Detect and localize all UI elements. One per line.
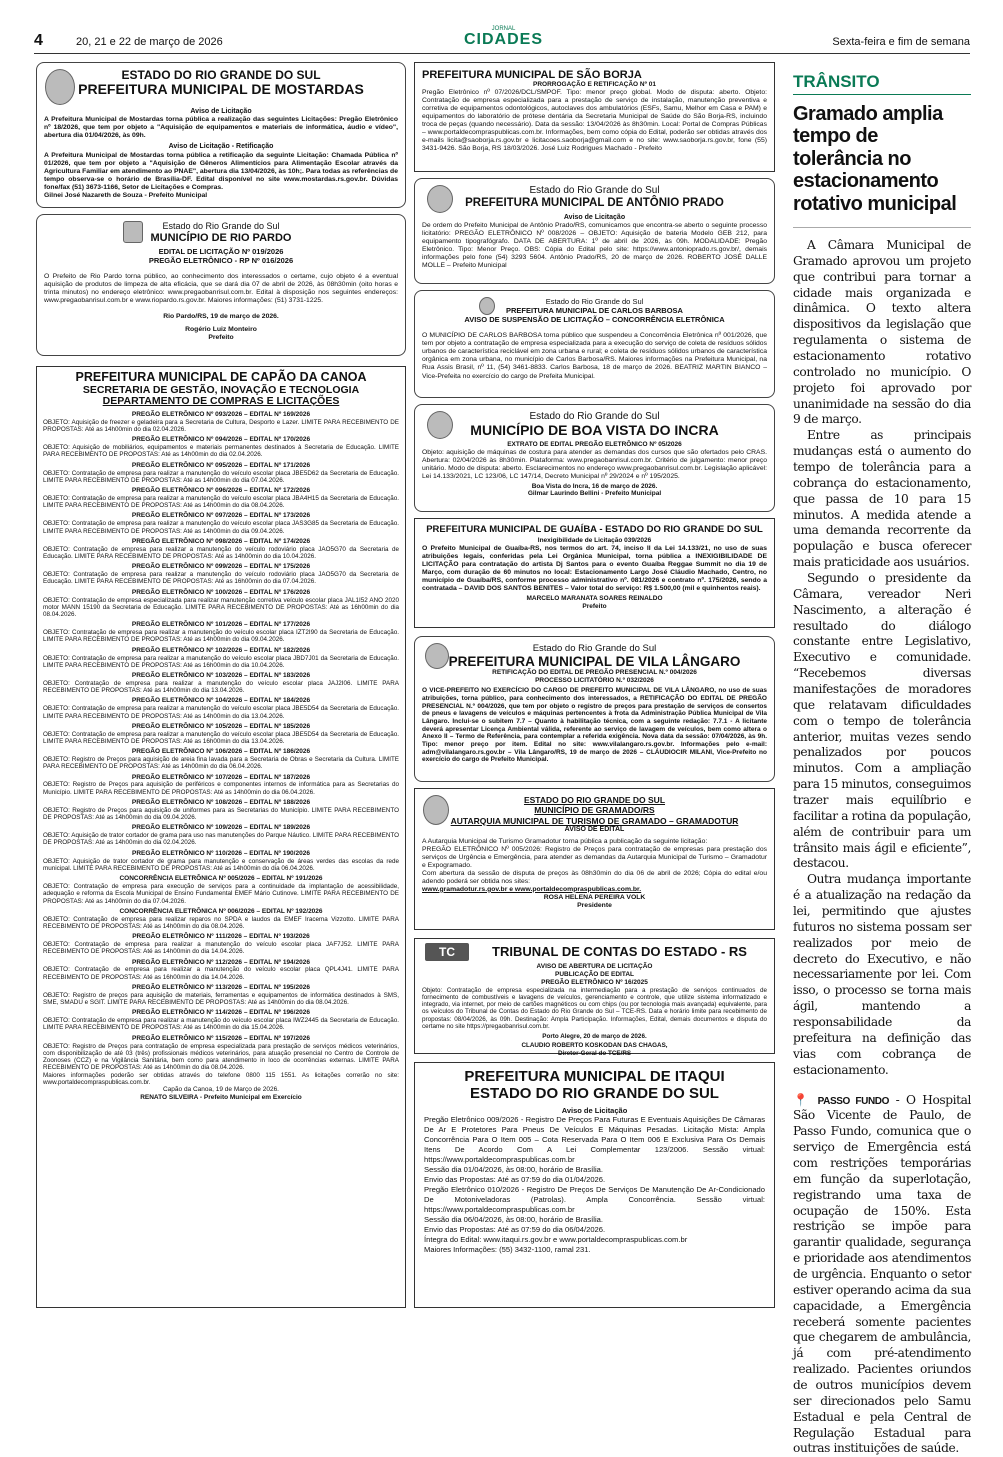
agency-title: PREFEITURA MUNICIPAL DE MOSTARDAS <box>44 82 398 97</box>
notice-body: Pregão Eletrônico nº 07/2026/DCL/SMPOF. Tipo: menor preço global. Modo de disputa: aberto. Objeto: Contratação de empresa especializada para a prestação de serviço de instalação, manutenção preventiva e corretiva de equipamentos odontológicos, autoclaves dos ambulatórios (ESFs, Samu, Melhor em Casa e PAM) e equipamentos do laboratório de prótese dentária da Secretaria Municipal de Saúde do São Borja-RS, incluindo troca de peças (quando necessário). Data da sessão: 13/04/2026 às 8h30min. Local: Portal de Compras Públicas – www.portaldecompraspublicas.com.br. Informações, bem como cópia do Edital, poderão ser obtidas através dos e-mails licita@saoborja.rs.gov.br e licitacoes.saoborja@gmail.com e no site: www.saoborja.rs.gov.br, fone (55) 3431-9426. São Borja, RS 18/03/2026. José Luiz Rodrigues Machado - Prefeito <box>422 89 767 153</box>
procurement-object: OBJETO: Contratação de empresa para realizar a manutenção do veículo escolar placa JAF7J52. LIMITE PARA RECEBIMENTO DE PROPOSTAS: Até as 14h00min do dia 14.04.2026. <box>43 941 399 955</box>
notice-gramado <box>414 788 775 930</box>
notice-date: Porto Alegre, 20 de março de 2026. <box>422 1033 767 1041</box>
procurement-heading: PREGÃO ELETRÔNICO Nº 100/2026 – EDITAL Nº 176/2026 <box>43 589 399 597</box>
notice-body: Sessão dia 01/04/2026, às 08:00, horário de Brasília. <box>424 1165 765 1175</box>
edition-date: 20, 21 e 22 de março de 2026 <box>76 36 223 48</box>
procurement-heading: PREGÃO ELETRÔNICO Nº 099/2026 – EDITAL Nº 175/2026 <box>43 563 399 571</box>
agency-title: TRIBUNAL DE CONTAS DO ESTADO - RS <box>472 945 767 959</box>
agency-subtitle: AUTARQUIA MUNICIPAL DE TURISMO DE GRAMADO – GRAMADOTUR <box>422 816 767 826</box>
procurement-heading: PREGÃO ELETRÔNICO Nº 110/2026 – EDITAL Nº 190/2026 <box>43 850 399 858</box>
coat-of-arms-icon <box>479 297 495 315</box>
procurement-object: OBJETO: Registro de preços para aquisição de materiais, ferramentas e equipamentos de informática destinados à SMS, SME, SMADU e SGIT. LIMITE PARA RECEBIMENTO DE PROPOSTAS: Até as 14h00min do dia 08.04.2026. <box>43 992 399 1006</box>
procurement-heading: PREGÃO ELETRÔNICO Nº 103/2026 – EDITAL Nº 183/2026 <box>43 672 399 680</box>
procurement-object: OBJETO: Contratação de empresa para realizar a manutenção do veículo escolar placa JBE5D54 da Secretaria de Educação. LIMITE PARA RECEBIMENTO DE PROPOSTAS: Até as 16h00min do dia 13.04.2026. <box>43 731 399 745</box>
notice-tce-rs <box>414 938 775 1054</box>
brief-passo-fundo <box>793 1093 971 1457</box>
procurement-object: OBJETO: Contratação de empresa para realizar a manutenção do veículo escolar placa QPL4J41. LIMITE PARA RECEBIMENTO DE PROPOSTAS: Até as 16h00min do dia 14.04.2026. <box>43 966 399 980</box>
procurement-object: OBJETO: Contratação de empresa para realizar a manutenção do veículo escolar placa IWZ2445 da Secretaria de Educação. LIMITE PARA RECEBIMENTO DE PROPOSTAS: Até as 14h00min do dia 15.04.2026. <box>43 1017 399 1031</box>
notice-body: PREGÃO ELETRÔNICO Nº 005/2026: Registro de Preços para contratação de empresas para prestação dos serviços de Urgência e Emergência, para atender as demandas da Autarquia Municipal de Turismo – Gramadotur e Expogramado. <box>422 846 767 870</box>
notice-body: O MUNICÍPIO DE CARLOS BARBOSA torna público que suspendeu a Concorrência Eletrônica nº 001/2026, que tem por objeto a contratação de empresa especializada para a execução do serviço de coleta de resíduos sólidos urbanos de característica reciclável em zona urbana e rural; e coleta de resíduos sólidos urbanos de característica orgânica em zona urbana, no município de Carlos Barbosa/RS. Maiores informações na Prefeitura Municipal, na Rua Assis Brasil, nº 11, (54) 3461-8833. Carlos Barbosa, 18 de março de 2026. BEATRIZ MARTIN BIANCO – Vice-Prefeita no exercício do cargo de Prefeita Municipal. <box>422 332 767 380</box>
signature: Rogério Luiz Monteiro <box>44 326 398 334</box>
procurement-heading: PREGÃO ELETRÔNICO Nº 106/2026 – EDITAL Nº 186/2026 <box>43 748 399 756</box>
notice-body: Com abertura da sessão de disputa de preços às 08h30min do dia 06 de abril de 2026; Cópia do edital e/ou adendo poderá ser obtida nos sites: <box>422 870 767 886</box>
section-label: TRÂNSITO <box>793 72 971 95</box>
notice-sao-borja <box>414 62 775 172</box>
notice-heading: Aviso de Licitação <box>422 214 767 223</box>
procurement-heading: CONCORRÊNCIA ELETRÔNICA Nº 006/2026 – EDITAL Nº 192/2026 <box>43 908 399 916</box>
headline: Gramado amplia tempo de tolerância no estacionamento rotativo municipal <box>793 103 971 215</box>
notice-vila-langaro <box>414 636 775 782</box>
procurement-heading: PREGÃO ELETRÔNICO Nº 095/2026 – EDITAL Nº 171/2026 <box>43 462 399 470</box>
procurement-object: OBJETO: Registro de Preços para aquisição de areia fina lavada para a Secretaria de Obras e Secretaria da Cultura. LIMITE PARA RECEBIMENTO DE PROPOSTAS: Até as 14h00min do dia 06.04.2026. <box>43 756 399 770</box>
procurement-object: OBJETO: Contratação de empresa para realizar a manutenção do veículo escolar placa JBE5D62 da Secretaria de Educação. LIMITE PARA RECEBIMENTO DE PROPOSTAS: Até as 14h00min do dia 07.04.2026. <box>43 470 399 484</box>
notice-body: A Prefeitura Municipal de Mostardas torna pública a realização das seguintes Licitações: Pregão Eletrônico nº 18/2026, que tem por objeto a "Aquisição de equipamentos e materiais de informática, áudio e vídeo", abertura dia 01/04/2026, às 09h. <box>44 116 398 140</box>
procurement-heading: PREGÃO ELETRÔNICO Nº 105/2026 – EDITAL Nº 185/2026 <box>43 723 399 731</box>
page-number: 4 <box>34 32 43 50</box>
procurement-object: OBJETO: Contratação de empresa para realizar a manutenção do veículo escolar placa JBA4H15 da Secretaria de Educação. LIMITE PARA RECEBIMENTO DE PROPOSTAS: Até as 14h00min do dia 08.04.2026. <box>43 495 399 509</box>
procurement-object: OBJETO: Registro de Preços para aquisição de periféricos e componentes internos de informática para as Secretarias do Município. LIMITE PARA RECEBIMENTO DE PROPOSTAS: Até as 14h00min do dia 06.04.2026. <box>43 781 399 795</box>
tce-logo: TC <box>425 943 469 961</box>
notice-body: De ordem do Prefeito Municipal de Antônio Prado/RS, comunicamos que encontra-se aberto o seguinte processo licitatório: PREGÃO ELETRÔNICO Nº 008/2026 – OBJETO: Aquisição de bateria Modelo GEB 212, para equipamento tipografógrafo. DATA DE ABERTURA: 1º de abril de 2026, às 09h. MODALIDADE: Pregão Eletrônico. Tipo: Menor Preço. OBS: Cópia do Edital pelo site: https://www.antonioprado.rs.gov.br/, demais informações pelo fone (54) 3293 5604. Antônio Prado/RS, 20 de março de 2026. ROBERTO JOSÉ DALLE MOLLE – Prefeito Municipal <box>422 222 767 270</box>
procurement-heading: PREGÃO ELETRÔNICO Nº 113/2026 – EDITAL Nº 195/2026 <box>43 984 399 992</box>
notice-body: O Prefeito Municipal de Guaíba-RS, nos termos do art. 74, inciso II da Lei 14.133/21, no uso de suas atribuições legais, conferidas pela Lei Orgânica Municipal, torna pública a INEXIGIBILIDADE DE LICITAÇÃO para contratação do artista Dj Santos para o evento Guaíba Reggae Summit no dia 19 de Março, com duração de 60 minutos no local: Estacionamento Largo José Cláudio Machado, Centro, no município de Guaíba/RS, conforme processo administrativo nº. 081/2026 e contrato nº. 175/2026, sendo a contratada – DAVID DOS SANTOS BENITES – Valor total do serviço: R$ 1.500,00 (mil e quinhentos reais). <box>422 545 767 593</box>
notice-date: Capão da Canoa, 19 de Março de 2026. <box>43 1086 399 1094</box>
procurement-heading: PREGÃO ELETRÔNICO Nº 104/2026 – EDITAL Nº 184/2026 <box>43 697 399 705</box>
notice-heading: EDITAL DE LICITAÇÃO Nº 019/2026 <box>44 247 398 256</box>
article-paragraph: Entre as principais mudanças está o aumento do tempo de tolerância para a cobrança do estacionamento, que passa de 10 para 15 minutos. A medida atende a uma demanda recorrente da população e busca oferecer mais praticidade aos usuários. <box>793 428 971 571</box>
coat-of-arms-icon <box>123 221 143 243</box>
news-column <box>793 72 971 1457</box>
state-title: ESTADO DO RIO GRANDE DO SUL <box>44 69 398 82</box>
procurement-object: OBJETO: Contratação de empresa para realizar a manutenção do veículo escolar placa JAJ2I06. LIMITE PARA RECEBIMENTO DE PROPOSTAS: Até as 14h00min do dia 13.04.2026. <box>43 680 399 694</box>
notice-heading: PREGÃO ELETRÔNICO Nº 16/2025 <box>422 979 767 987</box>
state-title: Estado do Rio Grande do Sul <box>422 411 767 423</box>
agency-title: PREFEITURA MUNICIPAL DE ANTÔNIO PRADO <box>422 197 767 210</box>
location-pin-icon: 📍 <box>793 1093 811 1107</box>
notice-heading: AVISO DE EDITAL <box>422 826 767 835</box>
procurement-heading: PREGÃO ELETRÔNICO Nº 101/2026 – EDITAL Nº 177/2026 <box>43 621 399 629</box>
notice-heading: PREGÃO ELETRÔNICO - RP Nº 016/2026 <box>44 256 398 265</box>
state-title: Estado do Rio Grande do Sul <box>422 185 767 197</box>
notice-rio-pardo <box>36 214 406 356</box>
notice-capao-da-canoa <box>36 366 406 1308</box>
signature: MARCELO MARANATA SOARES REINALDO <box>422 595 767 603</box>
notice-body: Pregão Eletrônico 010/2026 - Registro De Preços De Serviços De Manutenção De Ar-Condicionado De Motoniveladoras (Patrolas). Ampla Concorrência. Sessão virtual: https://www.portaldecompraspublicas.com.br <box>424 1185 765 1215</box>
procurement-object: OBJETO: Contratação de empresa para realizar a manutenção do veículo escolar placa JAS3G85 da Secretaria de Educação. LIMITE PARA RECEBIMENTO DE PROPOSTAS: Até as 14h00min do dia 09.04.2026. <box>43 520 399 534</box>
procurement-heading: PREGÃO ELETRÔNICO Nº 109/2026 – EDITAL Nº 189/2026 <box>43 824 399 832</box>
agency-subtitle: ESTADO DO RIO GRANDE DO SUL <box>424 1086 765 1103</box>
signature-role: Prefeito <box>44 334 398 342</box>
notice-heading: Inexigibilidade de Licitação 039/2026 <box>422 537 767 545</box>
notice-body: Envio das Propostas: Até as 07:59 do dia 06/04/2026. <box>424 1225 765 1235</box>
notice-heading: PRORROGAÇÃO E RETIFICAÇÃO Nº 01 <box>422 81 767 89</box>
procurement-object: OBJETO: Aquisição de trator cortador de grama para uso nas manutenções do Parque Náutico. LIMITE PARA RECEBIMENTO DE PROPOSTAS: Até as 14h00min do dia 02.04.2026. <box>43 832 399 846</box>
notice-heading: Aviso de Licitação <box>44 108 398 117</box>
notice-links[interactable]: Íntegra do Edital: www.itaqui.rs.gov.br e www.portaldecompraspublicas.com.br <box>424 1235 765 1245</box>
procurement-list <box>43 411 399 1072</box>
notice-itaqui <box>414 1062 775 1308</box>
procurement-heading: PREGÃO ELETRÔNICO Nº 112/2026 – EDITAL Nº 194/2026 <box>43 959 399 967</box>
agency-title: PREFEITURA MUNICIPAL DE ITAQUI <box>424 1069 765 1086</box>
signature-role: Prefeito <box>422 603 767 611</box>
agency-title: PREFEITURA MUNICIPAL DE CARLOS BARBOSA <box>422 306 767 315</box>
signature: Gilnei José Nazareth de Souza - Prefeito Municipal <box>44 192 398 200</box>
department-title: DEPARTAMENTO DE COMPRAS E LICITAÇÕES <box>43 396 399 408</box>
procurement-object: OBJETO: Contratação de empresa especializada para realizar manutenção corretiva veículo escolar placa JAL1I52 ANO 2020 motor MANN 15190 da Secretaria de Educação. LIMITE PARA RECEBIMENTO DE PROPOSTAS: Até as 16h00min do dia 08.04.2026. <box>43 597 399 619</box>
notice-heading: AVISO DE SUSPENSÃO DE LICITAÇÃO – CONCORRÊNCIA ELETRÔNICA <box>422 315 767 324</box>
notice-heading: Aviso de Licitação - Retificação <box>44 143 398 152</box>
article-paragraph: Outra mudança importante é a atualização na redação da lei, permitindo que ajustes futuros no sistema possam ser realizados por meio de decreto do Executivo, e não necessariamente por lei. Com isso, o processo se torna mais ágil, mantendo a responsabilidade da prefeitura na definição das vias com cobrança de estacionamento. <box>793 872 971 1078</box>
notice-date: Rio Pardo/RS, 19 de março de 2026. <box>44 313 398 321</box>
notice-carlos-barbosa <box>414 290 775 398</box>
procurement-heading: PREGÃO ELETRÔNICO Nº 108/2026 – EDITAL Nº 188/2026 <box>43 799 399 807</box>
signature: Gilmar Laurindo Bellini - Prefeito Municipal <box>422 490 767 498</box>
procurement-heading: PREGÃO ELETRÔNICO Nº 102/2026 – EDITAL Nº 182/2026 <box>43 647 399 655</box>
signature-role: Presidente <box>422 902 767 910</box>
article-body <box>793 238 971 1079</box>
divider <box>793 227 971 228</box>
procurement-heading: PREGÃO ELETRÔNICO Nº 094/2026 – EDITAL Nº 170/2026 <box>43 436 399 444</box>
state-title: Estado do Rio Grande do Sul <box>422 297 767 306</box>
notice-body: O VICE-PREFEITO NO EXERCÍCIO DO CARGO DE PREFEITO MUNICIPAL DE VILA LÂNGARO, no uso de suas atribuições, torna público, para conhecimento dos interessados, a RETIFICAÇÃO DO EDITAL DE PREGÃO PRESENCIAL N.º 004/2026, que tem por objeto o registro de preços para prestação de serviços de consertos de pneus e lavagens de veículos e máquinas pertencentes à frota da Administração Pública Municipal de Vila Lângaro. Inclui-se o subitem 7.7 – Quanto à habilitação técnica, com a seguinte redação: 7.7.1 - A licitante deverá apresentar Licença Ambiental válida, referente ao serviço de lavagem de veículos, bem como altera o Anexo II – Termo de Referência, para contemplar a referida exigência. Nova data da sessão: 07/04/2026, às 9h. Tipo: menor preço por item. Edital no site: www.vilalangaro.rs.gov.br. Informações pelo e-mail: adm@vilalangaro.rs.gov.br – Vila Lângaro/RS, 19 de março de 2026 – CLÁUDIOCIR MILANI, Vice-Prefeito no exercício do cargo de Prefeito Municipal. <box>422 687 767 764</box>
notice-body: Envio das Propostas: Até as 07:59 do dia 01/04/2026. <box>424 1175 765 1185</box>
procurement-heading: PREGÃO ELETRÔNICO Nº 111/2026 – EDITAL Nº 193/2026 <box>43 933 399 941</box>
signature: RENATO SILVEIRA - Prefeito Municipal em Exercício <box>43 1094 399 1102</box>
notice-body: Pregão Eletrônico 009/2026 - Registro De Preços Para Futuras E Eventuais Aquisições De Câmaras De Ar E Protetores Para Pneus De Veículos E Máquinas Pesadas. Licitação Mista: Ampla Concorrência Para O Item 005 – Cota Reservada Para O Item 006 E Exclusiva Para Os Demais Itens De Acordo Com A Lei Complementar 123/2006. Sessão virtual: https://www.portaldecompraspublicas.com.br <box>424 1115 765 1165</box>
article-paragraph: A Câmara Municipal de Gramado aprovou um projeto que contribui para tornar a cidade mais organizada e dinâmica. O texto altera dispositivos da legislação que regulamenta o sistema de estacionamento rotativo controlado no município. O projeto foi aprovado por unanimidade na sessão do dia 9 de março. <box>793 238 971 428</box>
procurement-object: OBJETO: Contratação de empresa para realizar a manutenção do veículo escolar placa JBE5D54 da Secretaria de Educação. LIMITE PARA RECEBIMENTO DE PROPOSTAS: Até as 14h00min do dia 13.04.2026. <box>43 705 399 719</box>
procurement-heading: PREGÃO ELETRÔNICO Nº 098/2026 – EDITAL Nº 174/2026 <box>43 538 399 546</box>
procurement-object: OBJETO: Registro de Preços para aquisição de uniformes para as Secretarias do Município. LIMITE PARA RECEBIMENTO DE PROPOSTAS: Até as 14h00min do dia 09.04.2026. <box>43 807 399 821</box>
procurement-heading: PREGÃO ELETRÔNICO Nº 097/2026 – EDITAL Nº 173/2026 <box>43 512 399 520</box>
procurement-heading: CONCORRÊNCIA ELETRÔNICA Nº 005/2026 – EDITAL Nº 191/2026 <box>43 875 399 883</box>
procurement-object: OBJETO: Contratação de empresa para realizar a manutenção do veículo escolar placa JBD7J01 da Secretaria de Educação. LIMITE PARA RECEBIMENTO DE PROPOSTAS: Até as 16h00min do dia 10.04.2026. <box>43 655 399 669</box>
notice-heading: Aviso de Licitação <box>424 1106 765 1115</box>
procurement-object: OBJETO: Aquisição de trator cortador de grama para manutenção e conservação de áreas verdes das escolas da rede municipal. LIMITE PARA RECEBIMENTO DE PROPOSTAS: Até as 14h00min do dia 06.04.2026. <box>43 858 399 872</box>
notice-heading: PROCESSO LICITATÓRIO N.º 032/2026 <box>422 677 767 685</box>
procurement-heading: PREGÃO ELETRÔNICO Nº 107/2026 – EDITAL Nº 187/2026 <box>43 774 399 782</box>
procurement-heading: PREGÃO ELETRÔNICO Nº 093/2026 – EDITAL Nº 169/2026 <box>43 411 399 419</box>
procurement-object: OBJETO: Aquisição de freezer e geladeira para a Secretaria de Cultura, Desporto e Lazer. LIMITE PARA RECEBIMENTO DE PROPOSTAS: Até as 14h00min do dia 02.04.2026. <box>43 419 399 433</box>
procurement-object: OBJETO: Contratação de empresa para execução de serviços para a continuidade da implantação de acessibilidade, adequação e reforma da Escola Municipal de Ensino Fundamental EMEF Mário Cutinove. LIMITE PARA RECEBIMENTO DE PROPOSTAS: Até as 14h00min do dia 07.04.2026. <box>43 883 399 905</box>
notice-body: A Prefeitura Municipal de Mostardas torna pública a retificação da seguinte Licitação: Chamada Pública nº 01/2026, que tem por objeto a "Aquisição de Gêneros Alimentícios para Alimentação Escolar através da Agricultura Familiar em atendimento ao PNAE", abertura dia 13/04/2026, às 10h;. Para todas as referências de tempo observa-se o horário de Brasília-DF. Edital disponível no site www.mostardas.rs.gov.br. Dúvidas fone/fax (51) 3673-1166, Setor de Licitações e Compras. <box>44 152 398 192</box>
notice-body: O Prefeito de Rio Pardo torna público, ao conhecimento dos interessados o certame, cujo objeto é a eventual aquisição de produtos de limpeza de alta eficácia, que se dará dia 07 de abril de 2026, às 08h30min (oito horas e trinta minutos) no endereço eletrônico: www.pregaobanrisul.com.br. Edital à disposição nos seguintes endereços: www.pregaobanrisul.com.br e www.riopardo.rs.gov.br. Maiores informações: (51) 3731-1225. <box>44 273 398 305</box>
agency-title: PREFEITURA MUNICIPAL DE VILA LÂNGARO <box>422 655 767 670</box>
notice-date: Boa Vista do Incra, 16 de março de 2026. <box>422 483 767 491</box>
brief-place: PASSO FUNDO <box>818 1096 889 1107</box>
notice-body: A Autarquia Municipal de Turismo Gramadotur torna pública a publicação da seguinte licitação: <box>422 838 767 846</box>
coat-of-arms-icon <box>45 69 75 105</box>
procurement-object: OBJETO: Registro de Preços para contratação de empresa especializada para prestação de serviços médicos veterinários, com disponibilização de até 03 (três) profissionais médicos veterinários, para atuação presencial no Centro de Controle de Zoonoses (CCZ) e na Vigilância Sanitária, bem como para atendimento in loco de ocorrências externas. LIMITE PARA RECEBIMENTO DE PROPOSTAS: Até as 14h00min do dia 08.04.2026. <box>43 1043 399 1072</box>
state-title: Estado do Rio Grande do Sul <box>422 643 767 655</box>
notice-footer: Maiores informações poderão ser obtidas através do telefone 0800 115 1551. As licitações correrão no site: www.portaldecompraspublicas.com.br. <box>43 1072 399 1086</box>
notice-heading: AVISO DE ABERTURA DE LICITAÇÃO <box>422 963 767 971</box>
procurement-heading: PREGÃO ELETRÔNICO Nº 115/2026 – EDITAL Nº 197/2026 <box>43 1035 399 1043</box>
agency-title: MUNICÍPIO DE GRAMADO/RS <box>422 805 767 815</box>
department-title: SECRETARIA DE GESTÃO, INOVAÇÃO E TECNOLOGIA <box>43 385 399 397</box>
procurement-object: OBJETO: Contratação de empresa para realizar a manutenção do veículo escolar placa IZT2I90 da Secretaria de Educação. LIMITE PARA RECEBIMENTO DE PROPOSTAS: Até as 14h00min do dia 09.04.2026. <box>43 629 399 643</box>
notice-antonio-prado <box>414 178 775 284</box>
procurement-object: OBJETO: Contratação de empresa para realizar a manutenção do veículo rodoviário placa JAO5G70 da Secretaria de Educação. LIMITE PARA RECEBIMENTO DE PROPOSTAS: Até as 14h00min do dia 10.04.2026. <box>43 546 399 560</box>
procurement-object: OBJETO: Contratação de empresa para realizar reparos no SPDA e laudos da EMEF Iracema Vizzotto. LIMITE PARA RECEBIMENTO DE PROPOSTAS: Até as 14h00min do dia 08.04.2026. <box>43 916 399 930</box>
notice-guaiba <box>414 518 775 628</box>
agency-title: PREFEITURA MUNICIPAL DE CAPÃO DA CANOA <box>43 371 399 385</box>
agency-title: MUNICÍPIO DE RIO PARDO <box>44 232 398 244</box>
notice-boa-vista-do-incra <box>414 404 775 512</box>
notice-body: Objeto: Contratação de empresa especializada na intermediação para a prestação de serviços continuados de fornecimento de combustíveis e lavagens de veículos, gerenciamento e controle, que utilize sistema informatizado e integrado, via internet, por meio de cartões magnéticos ou com chips (ou por tecnologia mais avançada) equivalente, para os veículos do Tribunal de Contas do Estado do Rio Grande do Sul – TCE-RS. Data e horário limite para recebimento de propostas: 08/04/2026, às 09h. Destinação: Ampla Participação. Informações, Edital, demais documentos e disputa do certame no site https://pregaobanrisul.com.br. <box>422 987 767 1030</box>
state-title: Estado do Rio Grande do Sul <box>44 221 398 232</box>
agency-title: PREFEITURA MUNICIPAL DE GUAÍBA - ESTADO DO RIO GRANDE DO SUL <box>422 525 767 535</box>
procurement-heading: PREGÃO ELETRÔNICO Nº 114/2026 – EDITAL Nº 196/2026 <box>43 1009 399 1017</box>
signature: CLAUDIO ROBERTO KOSKODAN DAS CHAGAS, <box>422 1042 767 1050</box>
brief-text: - O Hospital São Vicente de Paulo, de Passo Fundo, comunica que o serviço de Emergência está com restrições temporárias em função da superlotação, registrando uma taxa de ocupação de 150%. Esta restrição se impõe para garantir qualidade, segurança e prioridade aos atendimentos de urgência. Enquanto o setor estiver operando acima da sua capacidade, a Emergência receberá somente pacientes que chegarem de ambulância, já com pré-atendimento realizado. Pacientes oriundos de outros municípios devem ser direcionados pelo Samu Estadual e pela Central de Regulação Estadual para outras instituições de saúde. <box>793 1093 971 1456</box>
coat-of-arms-icon <box>427 185 453 213</box>
signature-role: Diretor-Geral do TCE/RS <box>422 1050 767 1058</box>
article-paragraph: Segundo o presidente da Câmara, vereador Neri Nascimento, a alteração é resultado do diálogo constante entre Legislativo, Executivo e comunidade. “Recebemos diversas manifestações de moradores que relatavam dificuldades com o tempo de tolerância anterior, muitas vezes sendo penalizados por poucos minutos. Com a ampliação para 15 minutos, conseguimos trazer mais equilíbrio e facilitar a rotina da população, além de contribuir para um trânsito mais ágil e eficiente”, destacou. <box>793 571 971 872</box>
notice-heading: RETIFICAÇÃO DO EDITAL DE PREGÃO PRESENCIAL N.º 004/2026 <box>422 669 767 677</box>
page-header <box>34 30 970 54</box>
signature: ROSA HELENA PEREIRA VOLK <box>422 894 767 902</box>
weekday-label: Sexta-feira e fim de semana <box>832 36 970 48</box>
notice-mostardas <box>36 62 406 208</box>
procurement-object: OBJETO: Aquisição de mobiliários, equipamentos e materiais permanentes destinados à Secretaria de Educação. LIMITE PARA RECEBIMENTO DE PROPOSTAS: Até as 14h00min do dia 02.04.2026. <box>43 444 399 458</box>
agency-title: PREFEITURA MUNICIPAL DE SÃO BORJA <box>422 69 767 81</box>
notice-heading: PUBLICAÇÃO DE EDITAL <box>422 971 767 979</box>
coat-of-arms-icon <box>423 795 449 825</box>
notice-heading: EXTRATO DE EDITAL PREGÃO ELETRÔNICO Nº 05/2026 <box>422 441 767 449</box>
notice-body: Sessão dia 06/04/2026, às 08:00, horário de Brasília. <box>424 1215 765 1225</box>
coat-of-arms-icon <box>427 411 453 439</box>
procurement-heading: PREGÃO ELETRÔNICO Nº 096/2026 – EDITAL Nº 172/2026 <box>43 487 399 495</box>
state-title: ESTADO DO RIO GRANDE DO SUL <box>422 795 767 805</box>
agency-title: MUNICÍPIO DE BOA VISTA DO INCRA <box>422 423 767 438</box>
procurement-object: OBJETO: Contratação de empresa para realizar a manutenção do veículo rodoviário placa JAO5G70 da Secretaria de Educação. LIMITE PARA RECEBIMENTO DE PROPOSTAS: Até as 16h00min do dia 07.04.2026. <box>43 571 399 585</box>
notice-body: Objeto: aquisição de máquinas de costura para atender as demandas dos cursos que são ofertados pelo CRAS. Abertura: 02/04/2026 às 8h30min. Plataforma: www.pregaobanrisul.com.br. Critério de julgamento: menor preço unitário. Modo de disputa: aberto. Esclarecimentos no endereço www.pregaobanrisul.com.br. Legislação aplicável: Lei 14.133/2021, LC 123/06, LC 147/14, Decreto Municipal nº 29/2024 e nº 195/2025. <box>422 449 767 481</box>
coat-of-arms-icon <box>425 643 449 669</box>
notice-contact: Maiores Informações: (55) 3432-1100, ramal 231. <box>424 1245 765 1255</box>
newspaper-logo: JORNAL CIDADES <box>464 26 543 48</box>
notice-links[interactable]: www.gramadotur.rs.gov.br e www.portaldecompraspublicas.com.br. <box>422 886 767 894</box>
